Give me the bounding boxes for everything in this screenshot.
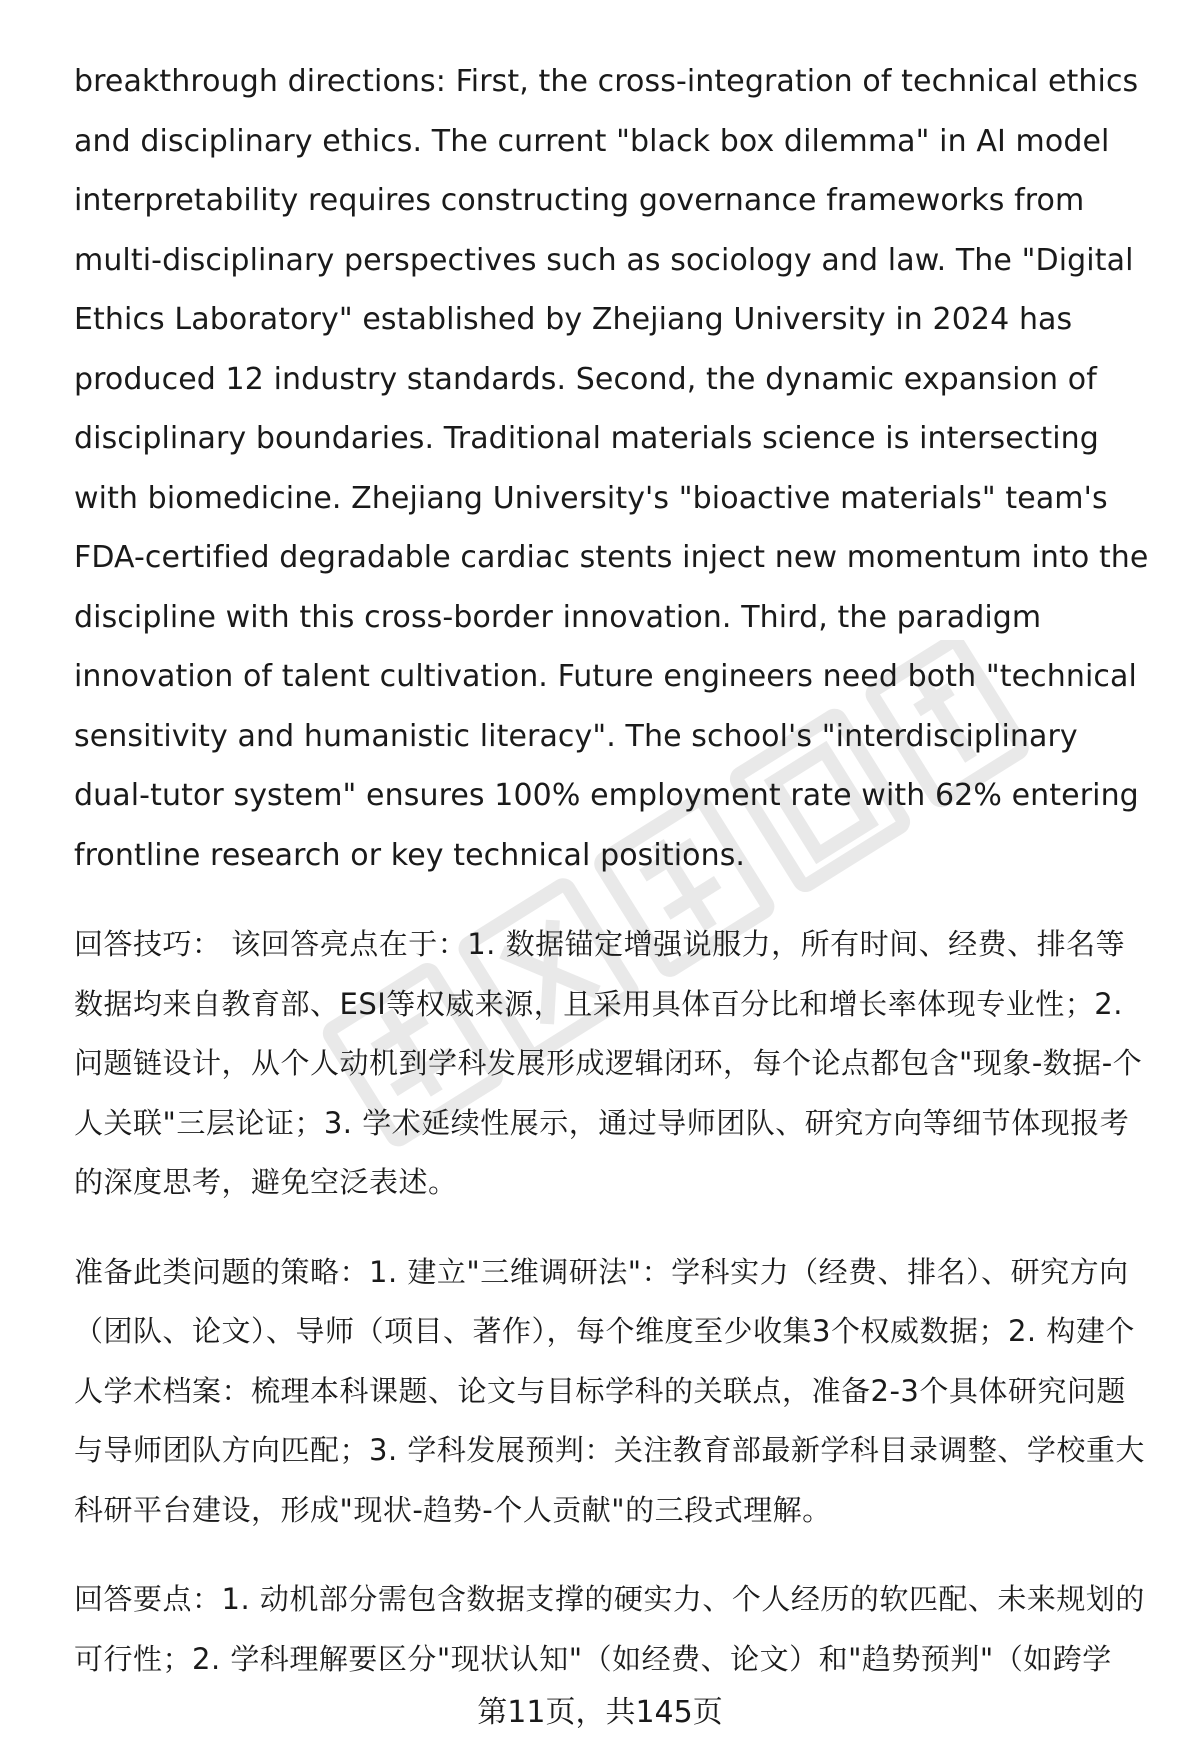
paragraph-answer-key-points: 回答要点：1. 动机部分需包含数据支撑的硬实力、个人经历的软匹配、未来规划的可行性；2. 学科理解要区分"现状认知"（如经费、论文）和"趋势预判"（如跨学 [74,1582,1145,1676]
document-page [74,52,1154,1689]
paragraph-preparation-strategy: 准备此类问题的策略：1. 建立"三维调研法"：学科实力（经费、排名）、研究方向（团队、论文）、导师（项目、著作），每个维度至少收集3个权威数据；2. 构建个人学术档案：梳理本科课题、论文与目标学科的关联点，准备2-3个具体研究问题与导师团队方向匹配；3. 学科发展预判：关注教育部最新学科目录调整、学校重大科研平台建设，形成"现状-趋势-个人贡献"的三段式理解。 [74,1254,1145,1527]
paragraph-ethics-directions: breakthrough directions: First, the cross-integration of technical ethics and disciplinary ethics. The current "black box dilemma" in AI model interpretability requires constructing governance frameworks from multi-disciplinary perspectives such as sociology and law. The "Digital Ethics Laboratory" established by Zhejiang University in 2024 has produced 12 industry standards. Second, the dynamic expansion of disciplinary boundaries. Traditional materials science is intersecting with biomedicine. Zhejiang University's "bioactive materials" team's FDA-certified degradable cardiac stents inject new momentum into the discipline with this cross-border innovation. Third, the paradigm innovation of talent cultivation. Future engineers need both "technical sensitivity and humanistic literacy". The school's "interdisciplinary dual-tutor system" ensures 100% employment rate with 62% entering frontline research or key technical positions. [74,64,1149,873]
page-number: 第11页，共145页 [477,1695,723,1730]
paragraph-spacer [74,885,1154,915]
paragraph-answer-tips: 回答技巧： 该回答亮点在于：1. 数据锚定增强说服力，所有时间、经费、排名等数据均来自教育部、ESI等权威来源，且采用具体百分比和增长率体现专业性；2. 问题链设计，从个人动机到学科发展形成逻辑闭环，每个论点都包含"现象-数据-个人关联"三层论证；3. 学术延续性展示，通过导师团队、研究方向等细节体现报考的深度思考，避免空泛表述。 [74,927,1143,1199]
paragraph-spacer [74,1213,1154,1243]
paragraph-spacer [74,1540,1154,1570]
